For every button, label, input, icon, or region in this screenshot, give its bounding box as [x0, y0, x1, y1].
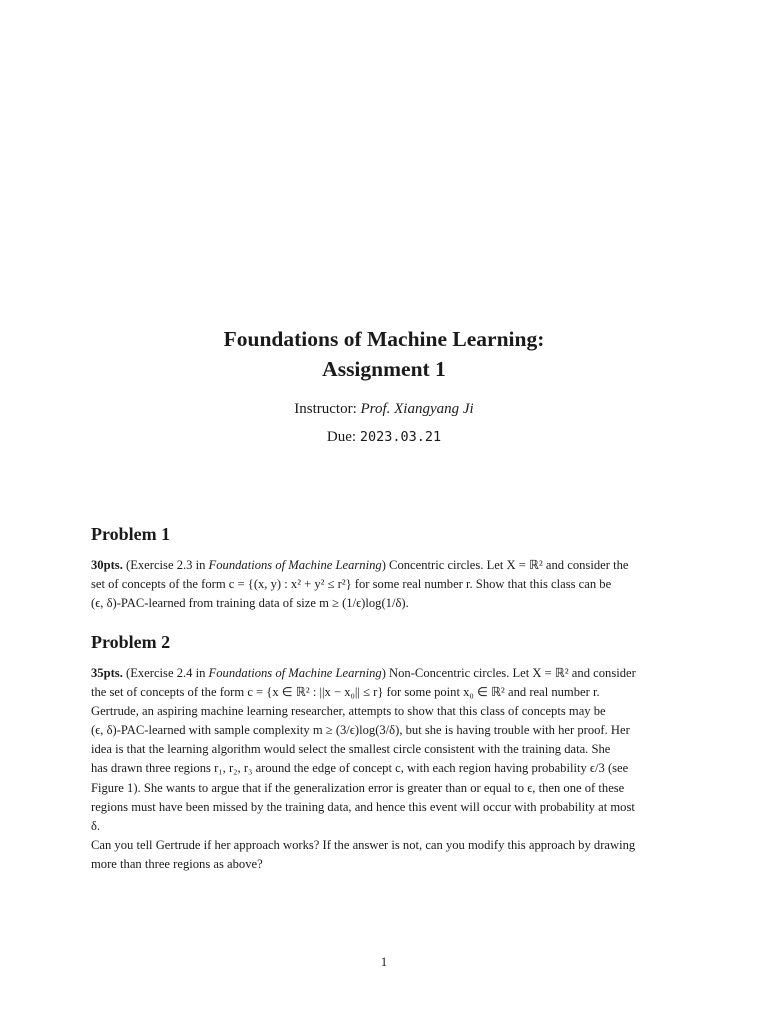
problem-2-line-11: more than three regions as above?	[91, 856, 263, 871]
page-number: 1	[380, 955, 388, 969]
problem-2-line-1-rest: Non-Concentric circles. Let X = ℝ² and consider	[385, 666, 636, 680]
problem-1-line-2: set of concepts of the form c = {(x, y) : x² + y² ≤ r²} for some real number r. Show that this class can be	[91, 577, 612, 592]
problem-2-line-3: Gertrude, an aspiring machine learning researcher, attempts to show that this class of concepts may be	[91, 704, 606, 719]
due-line	[0, 429, 768, 446]
problem-2-book: Foundations of Machine Learning	[208, 666, 382, 680]
problem-2-line-10: Can you tell Gertrude if her approach works? If the answer is not, can you modify this approach by drawing	[91, 837, 636, 852]
problem-1-line-1	[91, 556, 679, 575]
problem-1-exercise-close: )	[381, 558, 386, 572]
problem-2-heading: Problem 2	[91, 632, 171, 652]
problem-1-exercise-open: (Exercise 2.3 in	[126, 558, 209, 572]
problem-2-exercise-open: (Exercise 2.4 in	[126, 666, 209, 680]
problem-2-line-8: regions must have been missed by the training data, and hence this event will occur with probability at most	[91, 799, 635, 814]
due-label: Due:	[326, 429, 360, 445]
problem-1-heading: Problem 1	[91, 524, 171, 544]
instructor-name: Prof. Xiangyang Ji	[360, 401, 474, 417]
problem-2-exercise-close: )	[381, 666, 386, 680]
problem-1-line-1-rest: Concentric circles. Let X = ℝ² and consider the	[385, 558, 629, 572]
problem-1-book: Foundations of Machine Learning	[208, 558, 382, 572]
problem-2-line-6: has drawn three regions r₁, r₂, r₃ around the edge of concept c, with each region having probability ϵ/3 (see	[91, 761, 629, 776]
problem-1-text	[91, 556, 679, 613]
problem-2-line-5: idea is that the learning algorithm would select the smallest circle consistent with the training data. She	[91, 742, 611, 757]
title-line-2: Assignment 1	[322, 357, 446, 381]
problem-2-line-4: (ϵ, δ)-PAC-learned with sample complexity m ≥ (3/ϵ)log(3/δ), but she is having trouble with her proof. Her	[91, 723, 630, 738]
problem-2-points: 35pts.	[91, 666, 123, 680]
problem-2-line-9: δ.	[91, 818, 101, 833]
problem-2-line-2: the set of concepts of the form c = {x ∈ ℝ² : ||x − x₀|| ≤ r} for some point x₀ ∈ ℝ² and real number r.	[91, 685, 600, 700]
problem-2-text	[91, 664, 679, 874]
title-line-1: Foundations of Machine Learning:	[223, 327, 545, 351]
problem-1-points: 30pts.	[91, 558, 123, 572]
instructor-line	[0, 401, 768, 418]
problem-1-line-3: (ϵ, δ)-PAC-learned from training data of size m ≥ (1/ϵ)log(1/δ).	[91, 596, 409, 611]
document-title	[0, 324, 768, 384]
instructor-label: Instructor:	[294, 401, 361, 417]
due-date: 2023.03.21	[359, 429, 442, 445]
problem-2-line-7: Figure 1). She wants to argue that if the generalization error is greater than or equal to ϵ, then one of these	[91, 780, 625, 795]
problem-2-line-1	[91, 664, 679, 683]
